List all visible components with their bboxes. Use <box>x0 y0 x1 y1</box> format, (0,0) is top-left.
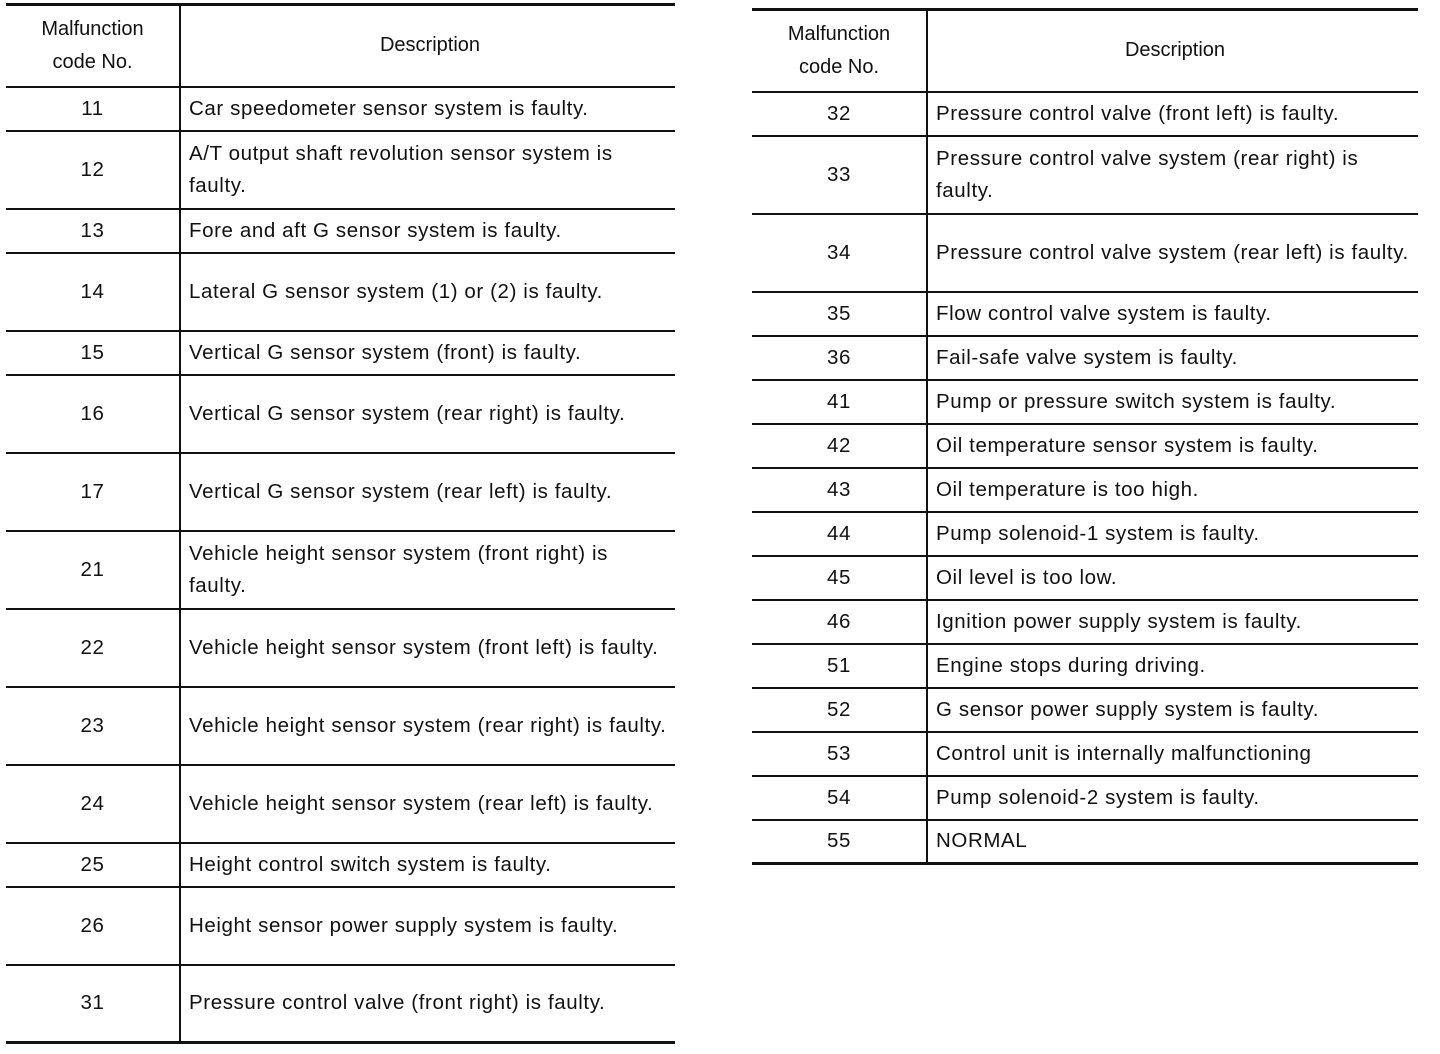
table-row <box>752 820 1418 864</box>
code-cell: 11 <box>6 87 180 131</box>
table-row <box>752 600 1418 644</box>
description-cell: Control unit is internally malfunctioning <box>927 732 1418 776</box>
code-cell: 41 <box>752 380 927 424</box>
code-cell: 54 <box>752 776 927 820</box>
code-cell: 36 <box>752 336 927 380</box>
description-cell: Oil temperature sensor system is faulty. <box>927 424 1418 468</box>
description-cell: Engine stops during driving. <box>927 644 1418 688</box>
malfunction-code-table-right <box>752 8 1418 865</box>
code-cell: 14 <box>6 253 180 331</box>
code-cell: 31 <box>6 965 180 1043</box>
table-row <box>752 92 1418 136</box>
table-row <box>6 531 675 609</box>
table-row <box>6 87 675 131</box>
code-column-header-line2: code No. <box>798 55 880 78</box>
code-column-header <box>752 10 927 92</box>
description-cell: Pressure control valve (front right) is faulty. <box>180 965 675 1043</box>
table-row <box>6 453 675 531</box>
table-row <box>752 380 1418 424</box>
description-cell: Fail-safe valve system is faulty. <box>927 336 1418 380</box>
code-cell: 25 <box>6 843 180 887</box>
code-cell: 53 <box>752 732 927 776</box>
table-row <box>752 512 1418 556</box>
code-cell: 55 <box>752 820 927 864</box>
table-row <box>6 331 675 375</box>
description-cell: Pump or pressure switch system is faulty. <box>927 380 1418 424</box>
description-cell: Height sensor power supply system is faulty. <box>180 887 675 965</box>
description-cell: Vertical G sensor system (rear left) is faulty. <box>180 453 675 531</box>
table-row <box>6 253 675 331</box>
code-cell: 16 <box>6 375 180 453</box>
description-column-header: Description <box>180 5 675 87</box>
code-cell: 34 <box>752 214 927 292</box>
code-cell: 51 <box>752 644 927 688</box>
table-row <box>752 688 1418 732</box>
table-row <box>752 214 1418 292</box>
malfunction-code-table-left <box>6 3 675 1044</box>
description-cell: Flow control valve system is faulty. <box>927 292 1418 336</box>
description-cell: Pump solenoid-1 system is faulty. <box>927 512 1418 556</box>
code-cell: 44 <box>752 512 927 556</box>
table-row <box>6 375 675 453</box>
code-cell: 43 <box>752 468 927 512</box>
description-cell: Pressure control valve (front left) is faulty. <box>927 92 1418 136</box>
description-cell: Lateral G sensor system (1) or (2) is faulty. <box>180 253 675 331</box>
table-row <box>752 336 1418 380</box>
table-header-row <box>6 5 675 87</box>
code-column-header-line2: code No. <box>52 50 133 73</box>
table-row <box>752 556 1418 600</box>
code-cell: 33 <box>752 136 927 214</box>
code-cell: 46 <box>752 600 927 644</box>
table-row <box>6 209 675 253</box>
table-row <box>752 468 1418 512</box>
description-cell: Ignition power supply system is faulty. <box>927 600 1418 644</box>
description-cell: Vehicle height sensor system (rear right) is faulty. <box>180 687 675 765</box>
description-cell: Vertical G sensor system (rear right) is faulty. <box>180 375 675 453</box>
description-cell: A/T output shaft revolution sensor system is faulty. <box>180 131 675 209</box>
description-cell: Height control switch system is faulty. <box>180 843 675 887</box>
table-row <box>6 765 675 843</box>
code-column-header-line1: Malfunction <box>41 17 144 40</box>
code-cell: 32 <box>752 92 927 136</box>
description-cell: Pressure control valve system (rear right) is faulty. <box>927 136 1418 214</box>
table-row <box>6 965 675 1043</box>
code-cell: 12 <box>6 131 180 209</box>
table-row <box>752 292 1418 336</box>
code-cell: 45 <box>752 556 927 600</box>
table-row <box>752 776 1418 820</box>
table-header-row <box>752 10 1418 92</box>
code-column-header-line1: Malfunction <box>787 22 891 45</box>
table-row <box>752 424 1418 468</box>
table-row <box>6 131 675 209</box>
code-cell: 52 <box>752 688 927 732</box>
code-cell: 35 <box>752 292 927 336</box>
description-column-header: Description <box>927 10 1418 92</box>
table-row <box>6 887 675 965</box>
description-cell: G sensor power supply system is faulty. <box>927 688 1418 732</box>
table-row <box>752 644 1418 688</box>
code-cell: 24 <box>6 765 180 843</box>
description-cell: Fore and aft G sensor system is faulty. <box>180 209 675 253</box>
description-cell: Vehicle height sensor system (front right) is faulty. <box>180 531 675 609</box>
description-cell: Car speedometer sensor system is faulty. <box>180 87 675 131</box>
table-row <box>6 687 675 765</box>
table-row <box>752 732 1418 776</box>
code-cell: 13 <box>6 209 180 253</box>
code-cell: 26 <box>6 887 180 965</box>
description-cell: Vertical G sensor system (front) is faulty. <box>180 331 675 375</box>
code-cell: 21 <box>6 531 180 609</box>
code-cell: 17 <box>6 453 180 531</box>
table-row <box>6 843 675 887</box>
description-cell: Vehicle height sensor system (front left) is faulty. <box>180 609 675 687</box>
code-cell: 15 <box>6 331 180 375</box>
table-row <box>6 609 675 687</box>
code-column-header <box>6 5 180 87</box>
description-cell: Pump solenoid-2 system is faulty. <box>927 776 1418 820</box>
code-cell: 23 <box>6 687 180 765</box>
description-cell: Pressure control valve system (rear left) is faulty. <box>927 214 1418 292</box>
table-row <box>752 136 1418 214</box>
code-cell: 22 <box>6 609 180 687</box>
description-cell: Oil temperature is too high. <box>927 468 1418 512</box>
code-cell: 42 <box>752 424 927 468</box>
description-cell: Vehicle height sensor system (rear left) is faulty. <box>180 765 675 843</box>
description-cell: Oil level is too low. <box>927 556 1418 600</box>
description-cell: NORMAL <box>927 820 1418 864</box>
